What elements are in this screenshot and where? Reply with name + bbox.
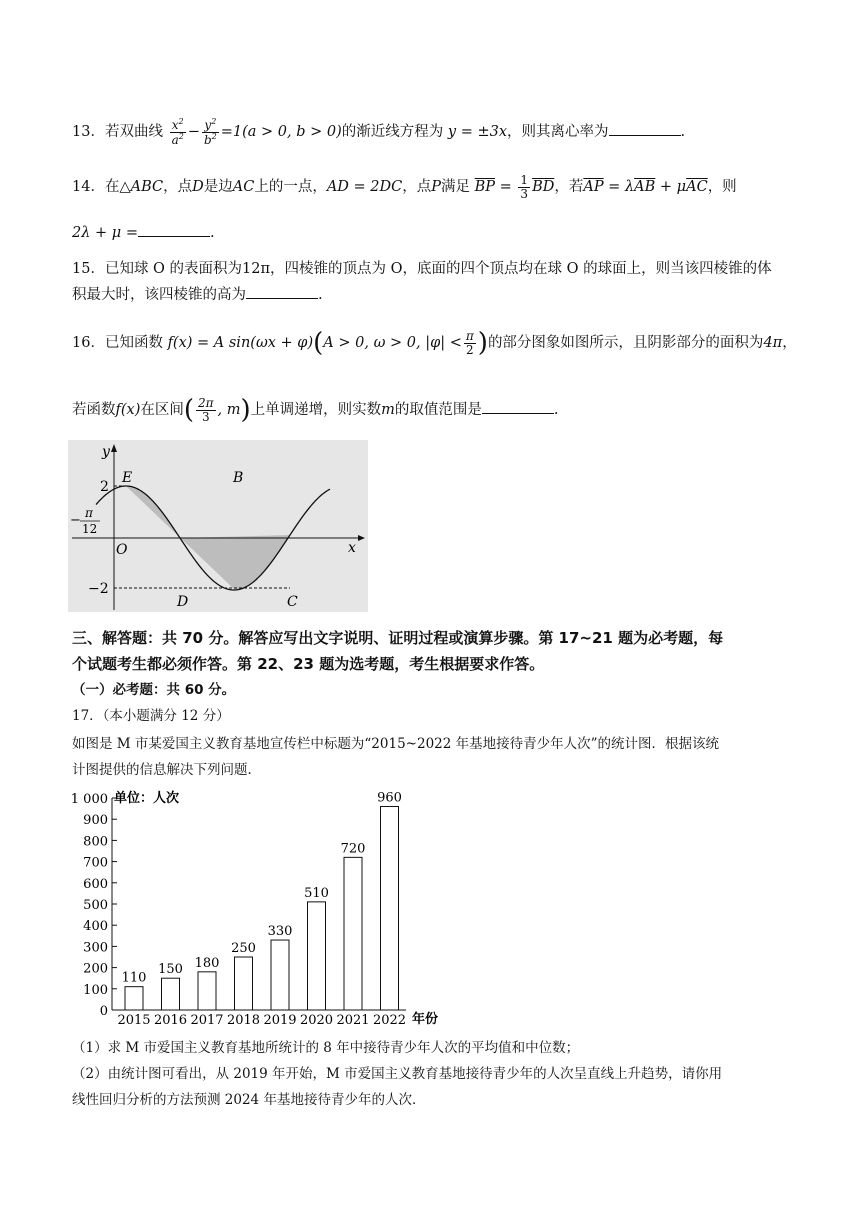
question-16-line2: 若函数f(x)在区间( $\frac{2\pi}{3}$ , m)上单调递增，则实数m的取值范围是 . [72, 395, 559, 426]
chart-x-label: 年份 [412, 1012, 439, 1027]
q16-m: m [381, 402, 395, 419]
q16-interval-m: , m [217, 402, 241, 419]
y-tick-label: 600 [83, 876, 108, 892]
q13-pre: 若双曲线 [104, 124, 163, 141]
bar-2016 [162, 978, 180, 1010]
point-d-label: D [177, 594, 189, 610]
q14-triangle: △ABC [119, 179, 164, 196]
q15-line1: 已知球 O 的表面积为12π，四棱锥的顶点为 O，底面的四个顶点均在球 O 的球面上，则当该四棱锥的体 [104, 261, 772, 277]
q14-end: . [209, 225, 215, 241]
question-16: 16．已知函数 f(x) = A sin(ωx + φ)(A > 0, ω > 0, |φ| < $\frac{\pi}{2}$ )的部分图象如图所示，且阴影部分的面积为4π， [72, 328, 797, 359]
y-tick-label: 0 [99, 1004, 108, 1019]
q13-post: ，则其离心率为 [507, 124, 609, 141]
q14-t3: 是边 [203, 179, 233, 196]
q14-ac: AC [232, 179, 255, 196]
q17-paragraph-1: 如图是 M 市某爱国主义教育基地宣传栏中标题为“2015~2022 年基地接待青少年人次”的统计图．根据该统 [72, 736, 720, 752]
bar-2020 [308, 902, 326, 1010]
q16-condition: A > 0, ω > 0, |φ| < [323, 335, 462, 352]
q16-t3: 若函数 [72, 402, 116, 419]
q17-sub-2: （2）由统计图可看出，从 2019 年开始，M 市爱国主义教育基地接待青少年的人次呈直线上升趋势，请你用 [72, 1066, 723, 1082]
q13-mid: 的渐近线方程为 [341, 124, 444, 141]
q16-comma: ， [782, 335, 797, 352]
x-tick-label: 2022 [372, 1013, 407, 1028]
q14-t6: 满足 [441, 179, 471, 196]
q16-t2: 的部分图象如图所示，且阴影部分的面积为 [487, 335, 764, 352]
q16-answer-blank[interactable] [482, 399, 554, 414]
question-14: 14．在△ABC，点D是边AC上的一点，AD = 2DC，点P满足 $\overline{BP}$ = $\frac{1}{3}$ $\overline{BD}$，若$\overline{AP} = \lambda\overline{AB} + \mu\overline{AC}$，则 [72, 173, 737, 201]
q13-frac-x: $\frac{x^2}{a^2}$ [171, 117, 184, 147]
q16-pi-over-2: $\frac{\pi}{2}$ [465, 329, 474, 357]
origin-label: O [116, 542, 128, 558]
q16-t1: 已知函数 [104, 335, 163, 352]
q16-function: f(x) = A sin(ωx + φ) [167, 335, 314, 352]
q17-sub-1: （1）求 M 市爱国主义教育基地所统计的 8 年中接待青少年人次的平均值和中位数； [72, 1040, 580, 1056]
y-tick-label: 200 [83, 961, 108, 977]
question-13: 13．若双曲线 $\frac{x^2}{a^2}$ − $\frac{y^2}{b^2}$ =1(a > 0, b > 0)的渐近线方程为 y = ±3x，则其离心率为 . [72, 117, 686, 147]
q14-vec-bp: $\overline{BP}$ [474, 179, 496, 196]
q13-end: . [680, 124, 686, 141]
bar-2019 [271, 940, 289, 1010]
point-e-label: E [122, 470, 133, 486]
x-tick-label: 2021 [336, 1013, 370, 1028]
q16-two-pi-over-3: $\frac{2\pi}{3}$ [198, 396, 214, 424]
phase-minus: − [70, 513, 81, 528]
point-c-label: C [287, 594, 298, 610]
y-tick-minus-2: −2 [88, 581, 109, 597]
bar-value-label: 720 [340, 841, 366, 857]
q16-area: 4π [763, 335, 783, 352]
y-tick-label: 400 [83, 919, 108, 935]
q16-t4: 在区间 [140, 402, 184, 419]
q14-vec-bd: $\overline{BD}$ [532, 179, 555, 196]
x-tick-label: 2019 [263, 1013, 297, 1028]
bar-2021 [344, 857, 362, 1010]
y-tick-label: 500 [83, 898, 108, 913]
q15-answer-blank[interactable] [246, 284, 318, 299]
q15-number: 15． [72, 261, 105, 277]
q14-t8: ，则 [707, 179, 737, 196]
q14-vec-ac: $\overline{AC}$ [686, 179, 708, 196]
q14-frac: $\frac{1}{3}$ [520, 173, 529, 201]
point-b-label: B [233, 470, 244, 486]
q16-end: . [553, 402, 559, 419]
q16-t5: 上单调递增，则实数 [250, 402, 382, 419]
y-tick-label: 800 [83, 834, 108, 850]
section-3-heading: 三、解答题：共 70 分。解答应写出文字说明、证明过程或演算步骤。第 17~21 题为必考题，每 [72, 629, 724, 647]
q15-line2: 积最大时，该四棱锥的高为 [72, 287, 246, 303]
x-tick-label: 2017 [190, 1013, 224, 1028]
q13-number: 13． [72, 124, 105, 141]
q16-t6: 的取值范围是 [394, 402, 482, 419]
q14-lambda: λ [624, 179, 635, 196]
bar-value-label: 180 [194, 955, 220, 971]
q14-t5: ，点 [402, 179, 432, 196]
section-3-heading-2: 个试题考生都必须作答。第 22、23 题为选考题，考生根据要求作答。 [72, 655, 545, 673]
bar-value-label: 250 [231, 941, 256, 956]
q14-vec-ap: $\overline{AP}$ [583, 179, 604, 196]
q14-answer-blank[interactable] [138, 222, 210, 237]
q13-asymptote: y = ±3x [447, 124, 508, 141]
bar-value-label: 510 [304, 885, 329, 901]
graph-background [68, 440, 368, 612]
q15-end: . [318, 287, 323, 303]
y-tick-label: 100 [83, 982, 108, 998]
q14-mu: μ [676, 179, 687, 196]
y-axis-label: y [102, 444, 110, 460]
q14-t7: ，若 [554, 179, 584, 196]
bar-value-label: 150 [158, 962, 183, 978]
y-tick-label: 700 [83, 855, 108, 871]
y-tick-label: 900 [83, 813, 108, 829]
q14-number: 14． [72, 179, 105, 196]
bar-2022 [381, 806, 399, 1010]
q14-d: D [192, 179, 204, 196]
section-3-sub: （一）必考题：共 60 分。 [72, 682, 236, 698]
q14-t4: 上的一点， [254, 179, 327, 196]
bar-2017 [198, 972, 216, 1010]
bar-value-label: 330 [267, 924, 293, 940]
y-tick-label: 300 [83, 940, 108, 956]
question-15-line2 [72, 284, 800, 305]
x-tick-label: 2016 [153, 1013, 188, 1028]
q13-frac-y: $\frac{y^2}{b^2}$ [203, 117, 217, 147]
q16-fx: f(x) [115, 402, 141, 419]
q14-t1: 在 [104, 179, 120, 196]
bar-2018 [235, 957, 253, 1010]
chart-unit-title: 单位：人次 [114, 791, 180, 806]
bar-value-label: 110 [121, 970, 147, 986]
bar-2015 [125, 987, 143, 1010]
q17-sub-3: 线性回归分析的方法预测 2024 年基地接待青少年的人次． [72, 1092, 426, 1108]
q14-t2: ，点 [163, 179, 193, 196]
y-tick-2: 2 [100, 479, 109, 495]
x-tick-label: 2020 [299, 1013, 334, 1028]
y-tick-label: 1 000 [70, 792, 108, 807]
q14-expression: 2λ + μ = [72, 225, 138, 241]
q13-answer-blank[interactable] [609, 121, 681, 136]
q17-paragraph-2: 计图提供的信息解决下列问题． [72, 762, 261, 778]
q13-eq-tail: =1(a > 0, b > 0) [220, 124, 342, 141]
phase-pi: π [85, 506, 93, 520]
q14-vec-ab: $\overline{AB}$ [634, 179, 656, 196]
sine-graph [68, 440, 368, 612]
question-14-line2 [72, 222, 800, 243]
q14-eq1: AD = 2DC [326, 179, 403, 196]
q17-header: 17．（本小题满分 12 分） [72, 708, 230, 724]
question-15 [72, 259, 800, 279]
q16-number: 16． [72, 335, 105, 352]
phase-den: 12 [82, 522, 98, 536]
x-tick-label: 2018 [226, 1013, 261, 1028]
q14-p: P [431, 179, 442, 196]
bar-value-label: 960 [377, 790, 402, 806]
bar-chart [68, 786, 448, 1028]
x-tick-label: 2015 [117, 1013, 151, 1028]
x-axis-label: x [348, 540, 356, 556]
